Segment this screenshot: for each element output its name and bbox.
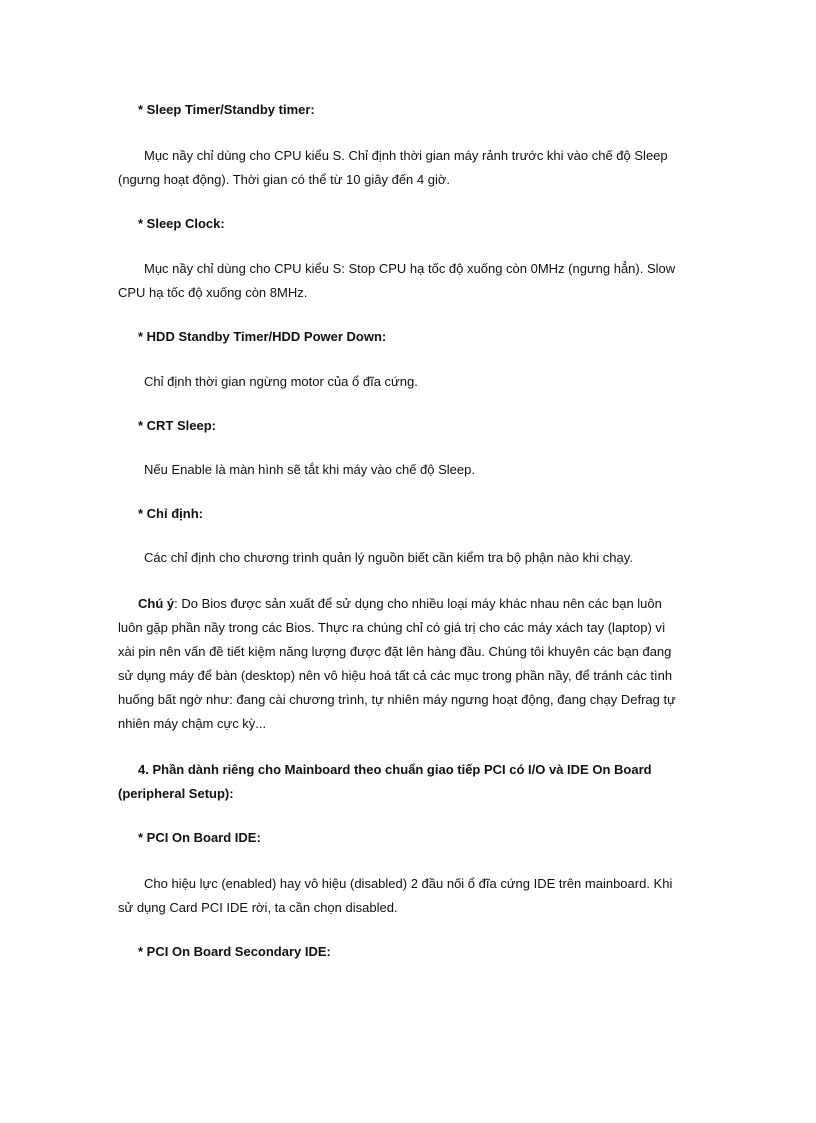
sleep-clock-text-line1: Mục nầy chỉ dùng cho CPU kiểu S: Stop CPU hạ tốc độ xuống còn 0MHz (ngưng hẳn). Slow (144, 261, 676, 276)
crt-sleep-heading: * CRT Sleep: (138, 418, 217, 433)
section4-heading-line2: (peripheral Setup): (118, 786, 234, 801)
sleep-clock-text-line2: CPU hạ tốc độ xuống còn 8MHz. (118, 285, 308, 300)
note-line1 (138, 596, 662, 612)
note-line4: sử dụng máy để bàn (desktop) nên vô hiệu hoá tất cả các mục trong phần nầy, để tránh các tình (118, 668, 673, 683)
note-line2: luôn gặp phần nầy trong các Bios. Thực ra chúng chỉ có giá trị cho các máy xách tay (laptop) vì (118, 620, 666, 635)
chi-dinh-heading: * Chỉ định: (138, 506, 203, 521)
note-line5: huống bất ngờ như: đang cài chương trình, tự nhiên máy ngưng hoạt động, đang chạy Defrag tự (118, 692, 676, 707)
pci-onboard-ide-heading: * PCI On Board IDE: (138, 830, 261, 845)
note-line3: xài pin nên vấn đề tiết kiệm năng lượng được đặt lên hàng đầu. Chúng tôi khuyên các bạn đang (118, 644, 672, 659)
pci-onboard-ide-text-line2: sử dụng Card PCI IDE rời, ta cần chọn disabled. (118, 900, 398, 915)
sleep-timer-text-line2: (ngưng hoạt động). Thời gian có thể từ 10 giây đến 4 giờ. (118, 172, 450, 187)
note-line6: nhiên máy chậm cực kỳ... (118, 716, 267, 731)
section4-heading-line1: 4. Phần dành riêng cho Mainboard theo chuẩn giao tiếp PCI có I/O và IDE On Board (138, 762, 652, 777)
note-line1-text: : Do Bios được sản xuất để sử dụng cho nhiều loại máy khác nhau nên các bạn luôn (174, 596, 662, 611)
sleep-clock-heading: * Sleep Clock: (138, 216, 225, 231)
pci-onboard-ide-text-line1: Cho hiệu lực (enabled) hay vô hiệu (disabled) 2 đầu nối ổ đĩa cứng IDE trên mainboard. Khi (144, 876, 673, 891)
hdd-standby-heading: * HDD Standby Timer/HDD Power Down: (138, 329, 387, 344)
pci-onboard-secondary-ide-heading: * PCI On Board Secondary IDE: (138, 944, 331, 959)
crt-sleep-text-line1: Nếu Enable là màn hình sẽ tắt khi máy vào chế độ Sleep. (144, 462, 475, 477)
chi-dinh-text-line1: Các chỉ định cho chương trình quản lý nguồn biết cần kiểm tra bộ phận nào khi chạy. (144, 550, 633, 565)
sleep-timer-text-line1: Mục nầy chỉ dùng cho CPU kiểu S. Chỉ định thời gian máy rảnh trước khi vào chế độ Sleep (144, 148, 668, 163)
sleep-timer-heading: * Sleep Timer/Standby timer: (138, 102, 315, 117)
hdd-standby-text-line1: Chỉ định thời gian ngừng motor của ổ đĩa cứng. (144, 374, 418, 389)
note-label: Chú ý (138, 596, 175, 611)
